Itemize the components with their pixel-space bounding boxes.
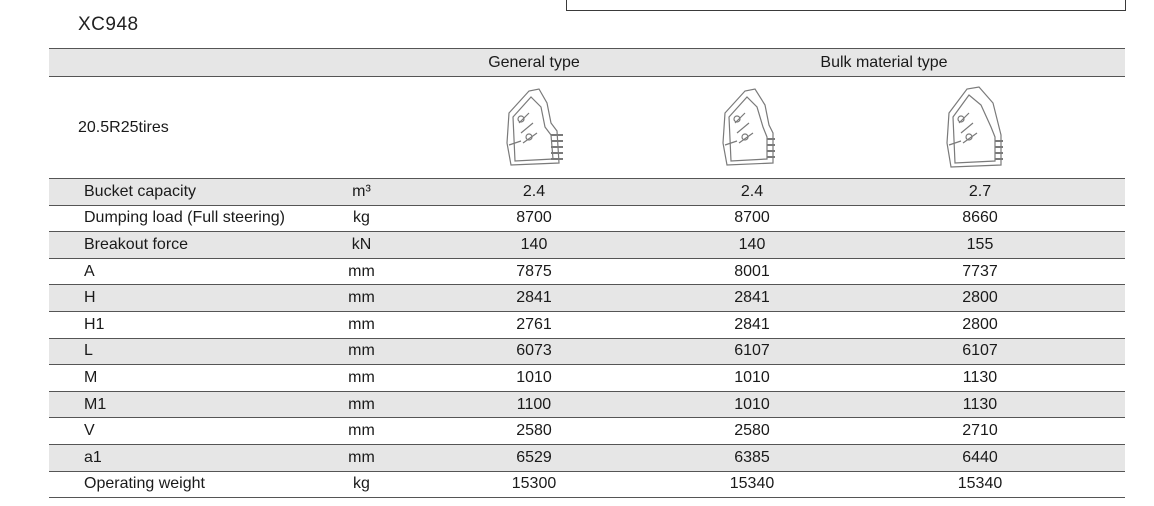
general-value-2: 1010 xyxy=(734,395,770,413)
spec-label: M xyxy=(84,368,98,386)
bulk-value: 2.7 xyxy=(968,182,992,200)
spec-row xyxy=(49,179,1125,206)
bulk-value: 2710 xyxy=(962,422,998,440)
general-value-1: 2761 xyxy=(516,315,552,333)
general-value-2: 15340 xyxy=(729,475,775,493)
bulk-value: 2800 xyxy=(962,315,998,333)
tires-label: 20.5R25tires xyxy=(78,118,169,136)
spec-unit: kN xyxy=(351,235,372,253)
spec-unit: kg xyxy=(353,475,370,493)
spec-label: Breakout force xyxy=(84,235,189,253)
spec-label: a1 xyxy=(84,448,102,466)
spec-row xyxy=(49,472,1125,499)
general-value-1: 1100 xyxy=(516,395,552,413)
spec-unit: mm xyxy=(348,368,375,386)
bulk-value: 15340 xyxy=(957,475,1003,493)
bulk-value: 7737 xyxy=(962,262,998,280)
spec-label: H1 xyxy=(84,315,105,333)
bucket-general-icon xyxy=(499,83,569,175)
general-value-2: 6385 xyxy=(734,448,770,466)
general-value-1: 140 xyxy=(520,235,548,253)
bulk-value: 2800 xyxy=(962,289,998,307)
spec-row xyxy=(49,259,1125,286)
general-value-1: 8700 xyxy=(516,209,552,227)
general-value-2: 2580 xyxy=(734,422,770,440)
spec-label: A xyxy=(84,262,95,280)
bulk-value: 155 xyxy=(966,235,994,253)
spec-row xyxy=(49,339,1125,366)
spec-unit: mm xyxy=(348,289,375,307)
bucket-image-row xyxy=(49,77,1125,179)
bucket-bulk-icon xyxy=(939,83,1009,175)
general-value-1: 2580 xyxy=(516,422,552,440)
bulk-value: 6107 xyxy=(962,342,998,360)
general-value-2: 8001 xyxy=(734,262,770,280)
spec-row xyxy=(49,312,1125,339)
general-value-2: 6107 xyxy=(734,342,770,360)
header-row xyxy=(49,49,1125,77)
spec-label: L xyxy=(84,342,93,360)
spec-table xyxy=(49,48,1125,498)
spec-unit: m³ xyxy=(352,182,371,200)
general-value-1: 6073 xyxy=(516,342,552,360)
header-general-type: General type xyxy=(488,53,580,71)
bulk-value: 1130 xyxy=(962,368,998,386)
general-value-1: 2.4 xyxy=(522,182,546,200)
spec-unit: kg xyxy=(353,209,370,227)
general-value-2: 140 xyxy=(738,235,766,253)
spec-label: V xyxy=(84,422,95,440)
spec-label: M1 xyxy=(84,395,107,413)
model-title: XC948 xyxy=(78,14,139,35)
general-value-2: 2841 xyxy=(734,315,770,333)
general-value-2: 2841 xyxy=(734,289,770,307)
general-value-1: 7875 xyxy=(516,262,552,280)
spec-label: Dumping load (Full steering) xyxy=(84,209,285,227)
general-value-1: 2841 xyxy=(516,289,552,307)
bulk-value: 6440 xyxy=(962,448,998,466)
spec-unit: mm xyxy=(348,262,375,280)
spec-row xyxy=(49,392,1125,419)
spec-label: Operating weight xyxy=(84,475,205,493)
spec-unit: mm xyxy=(348,422,375,440)
general-value-2: 1010 xyxy=(734,368,770,386)
spec-unit: mm xyxy=(348,395,375,413)
top-frame-border xyxy=(566,0,1126,11)
general-value-2: 8700 xyxy=(734,209,770,227)
spec-label: Bucket capacity xyxy=(84,182,197,200)
spec-row xyxy=(49,365,1125,392)
spec-row xyxy=(49,418,1125,445)
spec-row xyxy=(49,285,1125,312)
spec-unit: mm xyxy=(348,315,375,333)
spec-unit: mm xyxy=(348,448,375,466)
general-value-1: 6529 xyxy=(516,448,552,466)
spec-row xyxy=(49,206,1125,233)
spec-row xyxy=(49,445,1125,472)
bucket-general-icon xyxy=(715,83,785,175)
spec-row xyxy=(49,232,1125,259)
general-value-2: 2.4 xyxy=(740,182,764,200)
general-value-1: 1010 xyxy=(516,368,552,386)
bulk-value: 1130 xyxy=(962,395,998,413)
spec-label: H xyxy=(84,289,96,307)
general-value-1: 15300 xyxy=(511,475,557,493)
spec-unit: mm xyxy=(348,342,375,360)
bulk-value: 8660 xyxy=(962,209,998,227)
header-bulk-material-type: Bulk material type xyxy=(820,53,948,71)
